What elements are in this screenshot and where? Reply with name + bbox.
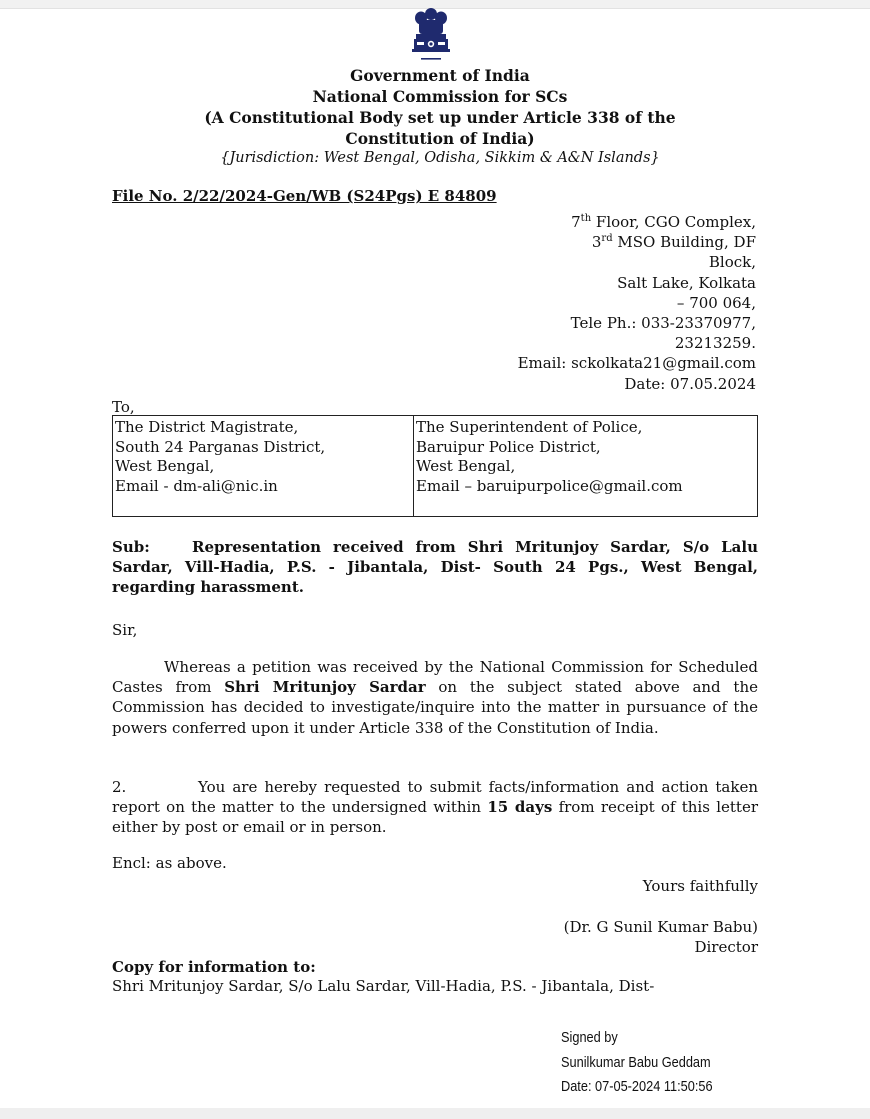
address-phone: Tele Ph.: 033-23370977,	[570, 314, 756, 333]
office-address	[516, 212, 756, 394]
recipient-superintendent-police: The Superintendent of Police, Baruipur Police District, West Bengal, Email – baruipurpolice@gmail.com	[414, 416, 758, 517]
enclosure-note: Encl: as above.	[112, 854, 227, 872]
signatory-block	[564, 917, 758, 958]
address-floor: 7th Floor, CGO Complex,	[571, 213, 756, 231]
digital-signature-date: Date: 07-05-2024 11:50:56	[561, 1079, 713, 1095]
address-pin: – 700 064,	[676, 293, 756, 312]
header-jurisdiction: {Jurisdiction: West Bengal, Odisha, Sikkim & A&N Islands}	[220, 150, 660, 166]
bottom-bar	[0, 1108, 870, 1119]
header-line-commission: National Commission for SCs	[312, 87, 568, 106]
subject-line: Sub: Representation received from Shri Mritunjoy Sardar, S/o Lalu Sardar, Vill-Hadia, P.S. - Jibantala, Dist- South 24 Pgs., West Bengal, regarding harassment.	[112, 538, 758, 597]
paragraph-1: Whereas a petition was received by the National Commission for Scheduled Castes from Shri Mritunjoy Sardar on the subject stated above and the Commission has decided to investigate/inquire into the matter in pursuance of the powers conferred upon it under Article 338 of the Constitution of India.	[112, 658, 758, 737]
file-number: File No. 2/22/2024-Gen/WB (S24Pgs) E 84809	[112, 187, 497, 205]
digital-signature	[561, 1026, 713, 1100]
digital-signature-name: Sunilkumar Babu Geddam	[561, 1054, 711, 1071]
address-building: 3rd MSO Building, DF	[591, 233, 756, 252]
recipients-table	[112, 415, 758, 517]
national-emblem-icon	[405, 6, 457, 66]
signatory-name: (Dr. G Sunil Kumar Babu)	[563, 918, 758, 936]
paragraph-2: 2. You are hereby requested to submit facts/information and action taken report on the matter to the undersigned within 15 days from receipt of this letter either by post or email or in person.	[112, 778, 758, 837]
closing: Yours faithfully	[642, 877, 758, 895]
header-line-government: Government of India	[350, 66, 530, 85]
copy-heading: Copy for information to:	[112, 958, 316, 976]
salutation: Sir,	[112, 621, 138, 639]
header-line-constitutional: (A Constitutional Body set up under Article 338 of the	[204, 108, 676, 127]
to-label: To,	[112, 398, 135, 416]
header-line-constitution: Constitution of India)	[345, 129, 535, 148]
copy-recipient: Shri Mritunjoy Sardar, S/o Lalu Sardar, Vill-Hadia, P.S. - Jibantala, Dist-	[112, 977, 655, 995]
letter-date: Date: 07.05.2024	[624, 374, 756, 393]
recipient-district-magistrate: The District Magistrate, South 24 Parganas District, West Bengal, Email - dm-ali@nic.in	[113, 416, 414, 517]
address-block: Block,	[708, 253, 756, 272]
address-email: Email: sckolkata21@gmail.com	[517, 354, 756, 373]
address-city: Salt Lake, Kolkata	[617, 273, 756, 292]
address-phone-2: 23213259.	[674, 334, 756, 353]
digital-signature-label: Signed by	[561, 1030, 618, 1046]
signatory-title: Director	[694, 938, 758, 957]
